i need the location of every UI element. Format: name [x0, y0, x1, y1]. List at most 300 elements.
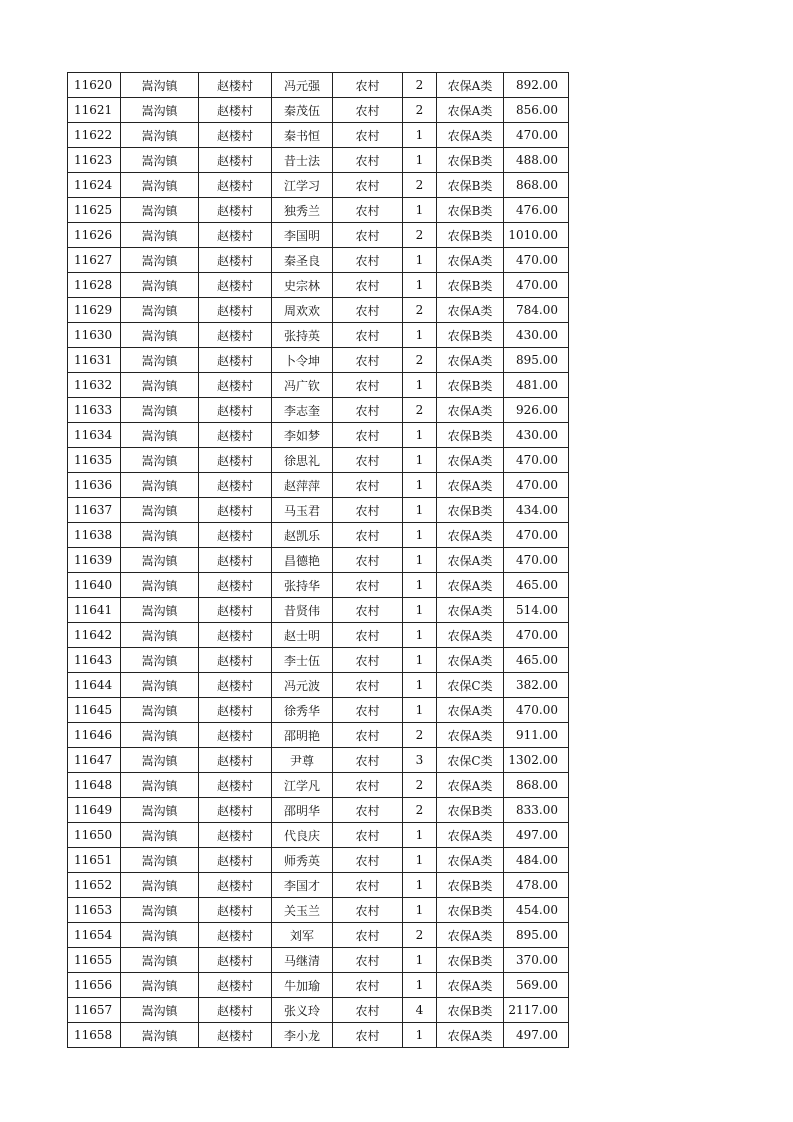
village-cell: 赵楼村: [199, 948, 272, 973]
record-id-cell: 11643: [68, 648, 121, 673]
member-count-cell: 4: [403, 998, 437, 1023]
table-row: [68, 748, 569, 773]
member-count-cell: 1: [403, 698, 437, 723]
amount-cell: 430.00: [504, 323, 569, 348]
insurance-category-cell: 农保B类: [437, 173, 504, 198]
name-cell: 赵士明: [272, 623, 333, 648]
insurance-category-cell: 农保A类: [437, 348, 504, 373]
member-count-cell: 1: [403, 323, 437, 348]
name-cell: 江学习: [272, 173, 333, 198]
amount-cell: 470.00: [504, 473, 569, 498]
table-row: [68, 923, 569, 948]
member-count-cell: 1: [403, 873, 437, 898]
record-id-cell: 11655: [68, 948, 121, 973]
town-cell: 嵩沟镇: [121, 273, 199, 298]
table-row: [68, 723, 569, 748]
member-count-cell: 2: [403, 298, 437, 323]
record-id-cell: 11632: [68, 373, 121, 398]
town-cell: 嵩沟镇: [121, 923, 199, 948]
record-id-cell: 11626: [68, 223, 121, 248]
amount-cell: 478.00: [504, 873, 569, 898]
amount-cell: 465.00: [504, 648, 569, 673]
household-type-cell: 农村: [333, 473, 403, 498]
record-id-cell: 11636: [68, 473, 121, 498]
table-row: [68, 698, 569, 723]
amount-cell: 514.00: [504, 598, 569, 623]
town-cell: 嵩沟镇: [121, 298, 199, 323]
name-cell: 邵明华: [272, 798, 333, 823]
insurance-category-cell: 农保C类: [437, 673, 504, 698]
amount-cell: 569.00: [504, 973, 569, 998]
town-cell: 嵩沟镇: [121, 148, 199, 173]
member-count-cell: 1: [403, 373, 437, 398]
name-cell: 李如梦: [272, 423, 333, 448]
village-cell: 赵楼村: [199, 323, 272, 348]
name-cell: 徐秀华: [272, 698, 333, 723]
household-type-cell: 农村: [333, 423, 403, 448]
insurance-category-cell: 农保B类: [437, 898, 504, 923]
insurance-category-cell: 农保A类: [437, 523, 504, 548]
name-cell: 卜令坤: [272, 348, 333, 373]
village-cell: 赵楼村: [199, 448, 272, 473]
household-type-cell: 农村: [333, 98, 403, 123]
insurance-category-cell: 农保A类: [437, 598, 504, 623]
insurance-category-cell: 农保A类: [437, 573, 504, 598]
record-id-cell: 11622: [68, 123, 121, 148]
table-row: [68, 373, 569, 398]
name-cell: 独秀兰: [272, 198, 333, 223]
insurance-category-cell: 农保B类: [437, 998, 504, 1023]
amount-cell: 488.00: [504, 148, 569, 173]
village-cell: 赵楼村: [199, 398, 272, 423]
amount-cell: 497.00: [504, 823, 569, 848]
amount-cell: 481.00: [504, 373, 569, 398]
town-cell: 嵩沟镇: [121, 598, 199, 623]
village-cell: 赵楼村: [199, 98, 272, 123]
household-type-cell: 农村: [333, 1023, 403, 1048]
member-count-cell: 1: [403, 498, 437, 523]
table-row: [68, 73, 569, 98]
town-cell: 嵩沟镇: [121, 173, 199, 198]
name-cell: 赵凯乐: [272, 523, 333, 548]
town-cell: 嵩沟镇: [121, 473, 199, 498]
name-cell: 李国才: [272, 873, 333, 898]
name-cell: 牛加瑜: [272, 973, 333, 998]
household-type-cell: 农村: [333, 273, 403, 298]
table-row: [68, 973, 569, 998]
record-id-cell: 11621: [68, 98, 121, 123]
village-cell: 赵楼村: [199, 573, 272, 598]
member-count-cell: 1: [403, 973, 437, 998]
town-cell: 嵩沟镇: [121, 523, 199, 548]
name-cell: 冯元强: [272, 73, 333, 98]
town-cell: 嵩沟镇: [121, 98, 199, 123]
village-cell: 赵楼村: [199, 923, 272, 948]
town-cell: 嵩沟镇: [121, 398, 199, 423]
amount-cell: 465.00: [504, 573, 569, 598]
table-row: [68, 848, 569, 873]
village-cell: 赵楼村: [199, 498, 272, 523]
table-row: [68, 998, 569, 1023]
village-cell: 赵楼村: [199, 173, 272, 198]
amount-cell: 868.00: [504, 773, 569, 798]
town-cell: 嵩沟镇: [121, 773, 199, 798]
amount-cell: 454.00: [504, 898, 569, 923]
amount-cell: 470.00: [504, 123, 569, 148]
town-cell: 嵩沟镇: [121, 198, 199, 223]
table-row: [68, 648, 569, 673]
table-row: [68, 423, 569, 448]
household-type-cell: 农村: [333, 498, 403, 523]
name-cell: 李志奎: [272, 398, 333, 423]
household-type-cell: 农村: [333, 873, 403, 898]
household-type-cell: 农村: [333, 323, 403, 348]
insurance-category-cell: 农保B类: [437, 873, 504, 898]
household-type-cell: 农村: [333, 923, 403, 948]
amount-cell: 856.00: [504, 98, 569, 123]
name-cell: 尹尊: [272, 748, 333, 773]
record-id-cell: 11625: [68, 198, 121, 223]
member-count-cell: 1: [403, 123, 437, 148]
village-cell: 赵楼村: [199, 373, 272, 398]
town-cell: 嵩沟镇: [121, 748, 199, 773]
insurance-category-cell: 农保A类: [437, 398, 504, 423]
name-cell: 徐思礼: [272, 448, 333, 473]
household-type-cell: 农村: [333, 948, 403, 973]
name-cell: 冯元波: [272, 673, 333, 698]
member-count-cell: 1: [403, 148, 437, 173]
village-cell: 赵楼村: [199, 798, 272, 823]
village-cell: 赵楼村: [199, 523, 272, 548]
record-id-cell: 11628: [68, 273, 121, 298]
household-type-cell: 农村: [333, 173, 403, 198]
name-cell: 张持华: [272, 573, 333, 598]
name-cell: 马玉君: [272, 498, 333, 523]
record-id-cell: 11631: [68, 348, 121, 373]
record-id-cell: 11637: [68, 498, 121, 523]
table-row: [68, 173, 569, 198]
insurance-category-cell: 农保A类: [437, 698, 504, 723]
amount-cell: 430.00: [504, 423, 569, 448]
household-type-cell: 农村: [333, 523, 403, 548]
household-type-cell: 农村: [333, 248, 403, 273]
amount-cell: 926.00: [504, 398, 569, 423]
village-cell: 赵楼村: [199, 1023, 272, 1048]
table-row: [68, 473, 569, 498]
table-row: [68, 573, 569, 598]
member-count-cell: 1: [403, 548, 437, 573]
village-cell: 赵楼村: [199, 298, 272, 323]
name-cell: 张义玲: [272, 998, 333, 1023]
amount-cell: 370.00: [504, 948, 569, 973]
town-cell: 嵩沟镇: [121, 848, 199, 873]
village-cell: 赵楼村: [199, 548, 272, 573]
household-type-cell: 农村: [333, 298, 403, 323]
village-cell: 赵楼村: [199, 823, 272, 848]
town-cell: 嵩沟镇: [121, 498, 199, 523]
member-count-cell: 1: [403, 448, 437, 473]
town-cell: 嵩沟镇: [121, 823, 199, 848]
amount-cell: 497.00: [504, 1023, 569, 1048]
household-type-cell: 农村: [333, 673, 403, 698]
table-row: [68, 598, 569, 623]
record-id-cell: 11635: [68, 448, 121, 473]
record-id-cell: 11654: [68, 923, 121, 948]
insurance-category-cell: 农保B类: [437, 198, 504, 223]
table-row: [68, 248, 569, 273]
table-row: [68, 348, 569, 373]
member-count-cell: 1: [403, 948, 437, 973]
town-cell: 嵩沟镇: [121, 373, 199, 398]
name-cell: 刘军: [272, 923, 333, 948]
record-id-cell: 11653: [68, 898, 121, 923]
insurance-category-cell: 农保B类: [437, 423, 504, 448]
household-type-cell: 农村: [333, 823, 403, 848]
town-cell: 嵩沟镇: [121, 548, 199, 573]
amount-cell: 1010.00: [504, 223, 569, 248]
amount-cell: 1302.00: [504, 748, 569, 773]
record-id-cell: 11645: [68, 698, 121, 723]
name-cell: 周欢欢: [272, 298, 333, 323]
household-type-cell: 农村: [333, 723, 403, 748]
insurance-category-cell: 农保A类: [437, 298, 504, 323]
amount-cell: 470.00: [504, 623, 569, 648]
record-id-cell: 11624: [68, 173, 121, 198]
record-id-cell: 11633: [68, 398, 121, 423]
village-cell: 赵楼村: [199, 473, 272, 498]
town-cell: 嵩沟镇: [121, 698, 199, 723]
household-type-cell: 农村: [333, 373, 403, 398]
name-cell: 马继清: [272, 948, 333, 973]
town-cell: 嵩沟镇: [121, 223, 199, 248]
household-type-cell: 农村: [333, 848, 403, 873]
insurance-category-cell: 农保C类: [437, 748, 504, 773]
amount-cell: 470.00: [504, 248, 569, 273]
amount-cell: 484.00: [504, 848, 569, 873]
insurance-category-cell: 农保B类: [437, 323, 504, 348]
amount-cell: 470.00: [504, 698, 569, 723]
name-cell: 李国明: [272, 223, 333, 248]
insurance-category-cell: 农保A类: [437, 648, 504, 673]
village-cell: 赵楼村: [199, 648, 272, 673]
household-type-cell: 农村: [333, 598, 403, 623]
town-cell: 嵩沟镇: [121, 998, 199, 1023]
village-cell: 赵楼村: [199, 773, 272, 798]
member-count-cell: 1: [403, 898, 437, 923]
member-count-cell: 1: [403, 473, 437, 498]
record-id-cell: 11634: [68, 423, 121, 448]
record-id-cell: 11646: [68, 723, 121, 748]
town-cell: 嵩沟镇: [121, 573, 199, 598]
member-count-cell: 1: [403, 273, 437, 298]
table-row: [68, 498, 569, 523]
town-cell: 嵩沟镇: [121, 248, 199, 273]
record-id-cell: 11639: [68, 548, 121, 573]
record-id-cell: 11656: [68, 973, 121, 998]
record-id-cell: 11648: [68, 773, 121, 798]
town-cell: 嵩沟镇: [121, 123, 199, 148]
member-count-cell: 1: [403, 823, 437, 848]
name-cell: 昌德艳: [272, 548, 333, 573]
household-type-cell: 农村: [333, 623, 403, 648]
village-cell: 赵楼村: [199, 623, 272, 648]
amount-cell: 2117.00: [504, 998, 569, 1023]
table-row: [68, 798, 569, 823]
insurance-category-cell: 农保A类: [437, 723, 504, 748]
town-cell: 嵩沟镇: [121, 448, 199, 473]
member-count-cell: 3: [403, 748, 437, 773]
name-cell: 代良庆: [272, 823, 333, 848]
name-cell: 关玉兰: [272, 898, 333, 923]
insurance-category-cell: 农保A类: [437, 548, 504, 573]
table-row: [68, 548, 569, 573]
household-type-cell: 农村: [333, 398, 403, 423]
town-cell: 嵩沟镇: [121, 873, 199, 898]
insurance-category-cell: 农保A类: [437, 123, 504, 148]
record-id-cell: 11658: [68, 1023, 121, 1048]
insurance-category-cell: 农保A类: [437, 248, 504, 273]
household-type-cell: 农村: [333, 148, 403, 173]
insurance-category-cell: 农保B类: [437, 948, 504, 973]
village-cell: 赵楼村: [199, 273, 272, 298]
insurance-category-cell: 农保A类: [437, 98, 504, 123]
member-count-cell: 1: [403, 573, 437, 598]
village-cell: 赵楼村: [199, 748, 272, 773]
table-row: [68, 223, 569, 248]
insurance-category-cell: 农保A类: [437, 623, 504, 648]
insurance-category-cell: 农保A类: [437, 773, 504, 798]
town-cell: 嵩沟镇: [121, 648, 199, 673]
village-cell: 赵楼村: [199, 123, 272, 148]
village-cell: 赵楼村: [199, 973, 272, 998]
member-count-cell: 2: [403, 923, 437, 948]
town-cell: 嵩沟镇: [121, 423, 199, 448]
member-count-cell: 1: [403, 848, 437, 873]
record-id-cell: 11651: [68, 848, 121, 873]
table-row: [68, 148, 569, 173]
village-cell: 赵楼村: [199, 723, 272, 748]
town-cell: 嵩沟镇: [121, 323, 199, 348]
table-row: [68, 623, 569, 648]
record-id-cell: 11630: [68, 323, 121, 348]
record-id-cell: 11620: [68, 73, 121, 98]
town-cell: 嵩沟镇: [121, 348, 199, 373]
table-row: [68, 298, 569, 323]
member-count-cell: 1: [403, 423, 437, 448]
amount-cell: 470.00: [504, 548, 569, 573]
table-row: [68, 773, 569, 798]
insurance-category-cell: 农保B类: [437, 148, 504, 173]
record-id-cell: 11623: [68, 148, 121, 173]
amount-cell: 895.00: [504, 348, 569, 373]
member-count-cell: 2: [403, 98, 437, 123]
village-cell: 赵楼村: [199, 998, 272, 1023]
insurance-category-cell: 农保A类: [437, 823, 504, 848]
amount-cell: 476.00: [504, 198, 569, 223]
amount-cell: 911.00: [504, 723, 569, 748]
name-cell: 李小龙: [272, 1023, 333, 1048]
amount-cell: 470.00: [504, 273, 569, 298]
table-row: [68, 98, 569, 123]
record-id-cell: 11652: [68, 873, 121, 898]
table-row: [68, 123, 569, 148]
village-cell: 赵楼村: [199, 848, 272, 873]
amount-cell: 895.00: [504, 923, 569, 948]
household-type-cell: 农村: [333, 198, 403, 223]
records-table-body: [68, 73, 569, 1048]
amount-cell: 470.00: [504, 448, 569, 473]
household-type-cell: 农村: [333, 223, 403, 248]
member-count-cell: 1: [403, 198, 437, 223]
name-cell: 秦茂伍: [272, 98, 333, 123]
name-cell: 张持英: [272, 323, 333, 348]
village-cell: 赵楼村: [199, 898, 272, 923]
member-count-cell: 1: [403, 648, 437, 673]
name-cell: 昔士法: [272, 148, 333, 173]
records-table: [67, 72, 569, 1048]
household-type-cell: 农村: [333, 748, 403, 773]
table-row: [68, 198, 569, 223]
member-count-cell: 2: [403, 798, 437, 823]
insurance-category-cell: 农保A类: [437, 1023, 504, 1048]
table-row: [68, 323, 569, 348]
town-cell: 嵩沟镇: [121, 73, 199, 98]
household-type-cell: 农村: [333, 73, 403, 98]
record-id-cell: 11638: [68, 523, 121, 548]
household-type-cell: 农村: [333, 548, 403, 573]
record-id-cell: 11642: [68, 623, 121, 648]
member-count-cell: 1: [403, 673, 437, 698]
table-row: [68, 1023, 569, 1048]
village-cell: 赵楼村: [199, 348, 272, 373]
table-row: [68, 398, 569, 423]
town-cell: 嵩沟镇: [121, 948, 199, 973]
insurance-category-cell: 农保B类: [437, 798, 504, 823]
household-type-cell: 农村: [333, 448, 403, 473]
name-cell: 李士伍: [272, 648, 333, 673]
insurance-category-cell: 农保A类: [437, 473, 504, 498]
insurance-category-cell: 农保A类: [437, 848, 504, 873]
town-cell: 嵩沟镇: [121, 623, 199, 648]
household-type-cell: 农村: [333, 348, 403, 373]
record-id-cell: 11627: [68, 248, 121, 273]
amount-cell: 470.00: [504, 523, 569, 548]
amount-cell: 382.00: [504, 673, 569, 698]
household-type-cell: 农村: [333, 648, 403, 673]
record-id-cell: 11640: [68, 573, 121, 598]
member-count-cell: 1: [403, 598, 437, 623]
village-cell: 赵楼村: [199, 698, 272, 723]
town-cell: 嵩沟镇: [121, 1023, 199, 1048]
village-cell: 赵楼村: [199, 148, 272, 173]
insurance-category-cell: 农保B类: [437, 373, 504, 398]
town-cell: 嵩沟镇: [121, 973, 199, 998]
record-id-cell: 11649: [68, 798, 121, 823]
amount-cell: 434.00: [504, 498, 569, 523]
member-count-cell: 1: [403, 523, 437, 548]
member-count-cell: 1: [403, 248, 437, 273]
insurance-category-cell: 农保B类: [437, 498, 504, 523]
table-row: [68, 673, 569, 698]
household-type-cell: 农村: [333, 973, 403, 998]
member-count-cell: 2: [403, 723, 437, 748]
amount-cell: 868.00: [504, 173, 569, 198]
name-cell: 赵萍萍: [272, 473, 333, 498]
table-row: [68, 448, 569, 473]
household-type-cell: 农村: [333, 698, 403, 723]
amount-cell: 784.00: [504, 298, 569, 323]
table-row: [68, 873, 569, 898]
